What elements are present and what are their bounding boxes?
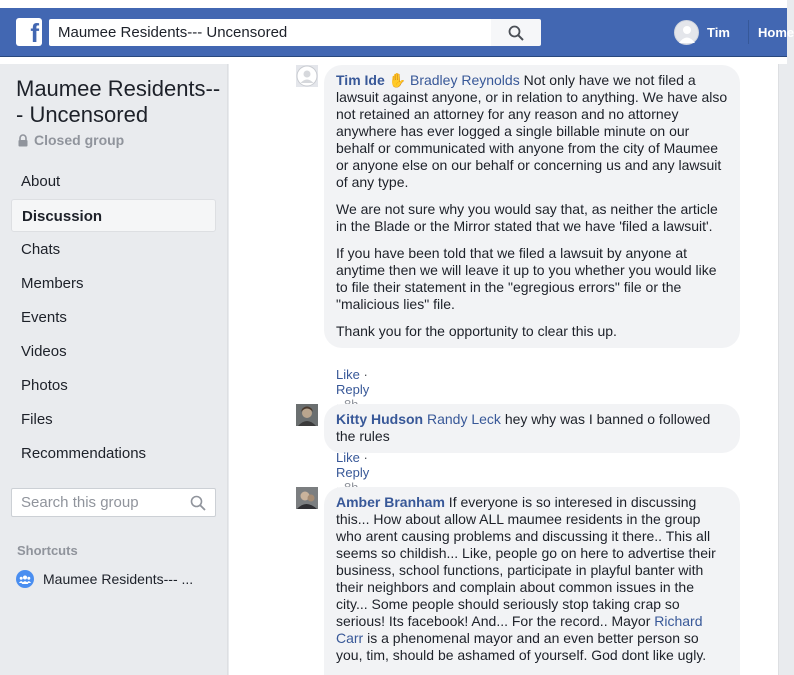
comment-bubble — [324, 404, 740, 453]
comment-text: hey why was I banned o followed the rules — [336, 411, 711, 444]
commenter-avatar[interactable] — [296, 404, 318, 426]
comment-paragraph: If you have been told that we filed a lawsuit by anyone at anytime then we will leave it up to you whether you would like to file their statement in the "egregious errors" file or the "malicious lies" file. — [336, 245, 717, 312]
comment-mention[interactable]: Randy Leck — [427, 411, 501, 427]
comment-paragraph: We are not sure why you would say that, as neither the article in the Blade or the Mirror stated that we have 'filed a lawsuit'. — [336, 201, 718, 234]
global-search-input[interactable]: Maumee Residents--- Uncensored — [49, 19, 491, 46]
comment-text: Not only have we not filed a lawsuit against anyone, or in relation to anything. We have also not retained an attorney for any reason and no attorney anywhere has ever logged a single billable minute on our behalf or communicated with anyone from the city of Maumee or anyone else on our behalf or concerning us and any lawsuit of any type. — [336, 72, 728, 190]
comment-author[interactable]: Tim Ide — [336, 72, 385, 88]
comment-author[interactable]: Amber Branham — [336, 494, 445, 510]
comment-paragraph — [336, 72, 728, 191]
group-privacy — [17, 132, 124, 148]
nav-files[interactable]: Files — [21, 411, 53, 428]
shortcut-group-link[interactable] — [16, 570, 193, 588]
comment-mention[interactable]: Bradley Reynolds — [409, 72, 520, 88]
search-button[interactable] — [491, 19, 541, 46]
action-separator: · — [359, 367, 368, 382]
nav-chats[interactable]: Chats — [21, 241, 61, 258]
privacy-label: Closed group — [34, 132, 125, 148]
commenter-avatar[interactable] — [296, 65, 318, 87]
facebook-logo-icon[interactable]: f — [16, 18, 42, 46]
nav-about[interactable]: About — [21, 173, 61, 190]
comment-bubble — [324, 65, 740, 348]
nav-photos[interactable]: Photos — [21, 377, 68, 394]
top-bar — [0, 0, 794, 64]
profile-photo — [296, 404, 318, 426]
nav-discussion[interactable]: Discussion — [11, 199, 216, 232]
nav-events[interactable]: Events — [21, 309, 67, 326]
nav-members[interactable]: Members — [21, 275, 84, 292]
comment-bubble — [324, 487, 740, 675]
search-icon — [508, 25, 524, 41]
group-nav — [11, 165, 216, 471]
comment-author[interactable]: Kitty Hudson — [336, 411, 424, 427]
shortcuts-heading: Shortcuts — [17, 543, 78, 558]
nav-videos[interactable]: Videos — [21, 343, 67, 360]
like-link[interactable]: Like — [336, 450, 360, 465]
shortcut-label: Maumee Residents--- ... — [43, 571, 194, 587]
group-name[interactable]: Maumee Residents--- Uncensored — [16, 76, 221, 127]
right-column-edge — [778, 64, 787, 675]
user-name: Tim — [707, 25, 730, 40]
nav-divider — [748, 20, 749, 44]
default-avatar-icon — [296, 65, 318, 87]
reply-link[interactable]: Reply — [336, 465, 370, 480]
group-search-placeholder: Search this group — [21, 494, 139, 511]
profile-link[interactable] — [674, 20, 730, 45]
group-icon — [16, 570, 34, 588]
default-avatar-icon — [677, 23, 697, 43]
lock-icon — [17, 134, 29, 147]
search-icon[interactable] — [190, 495, 206, 511]
comment-text: is a phenomenal mayor and an even better person so you, tim, should be ashamed of yourself. God dont like ugly. — [336, 630, 707, 663]
reply-link[interactable]: Reply — [336, 382, 370, 397]
commenter-avatar[interactable] — [296, 487, 318, 509]
group-search-input[interactable] — [11, 488, 216, 517]
like-link[interactable]: Like — [336, 367, 360, 382]
comment-mention[interactable]: Richard Carr — [336, 613, 703, 646]
wave-hand-icon: ✋ — [388, 72, 407, 88]
nav-recommendations[interactable]: Recommendations — [21, 445, 147, 462]
profile-photo — [296, 487, 318, 509]
comment-paragraph: Thank you for the opportunity to clear this up. — [336, 323, 617, 339]
comment-text: If everyone is so interesed in discussing this... How about allow ALL maumee residents in the group who arent causing problems and discussing it there.. This all seems so childish... Like, people go on here to advertise their business, school functions, participate in playful banter with their neighbors and complain about common issues in the city... Some people should seriously stop taking crap so serious! Its facebook! And... For the record.. Mayor — [336, 494, 716, 629]
group-sidebar — [0, 64, 228, 675]
user-avatar — [674, 20, 699, 45]
action-separator: · — [359, 450, 368, 465]
home-link[interactable]: Home — [758, 25, 794, 40]
